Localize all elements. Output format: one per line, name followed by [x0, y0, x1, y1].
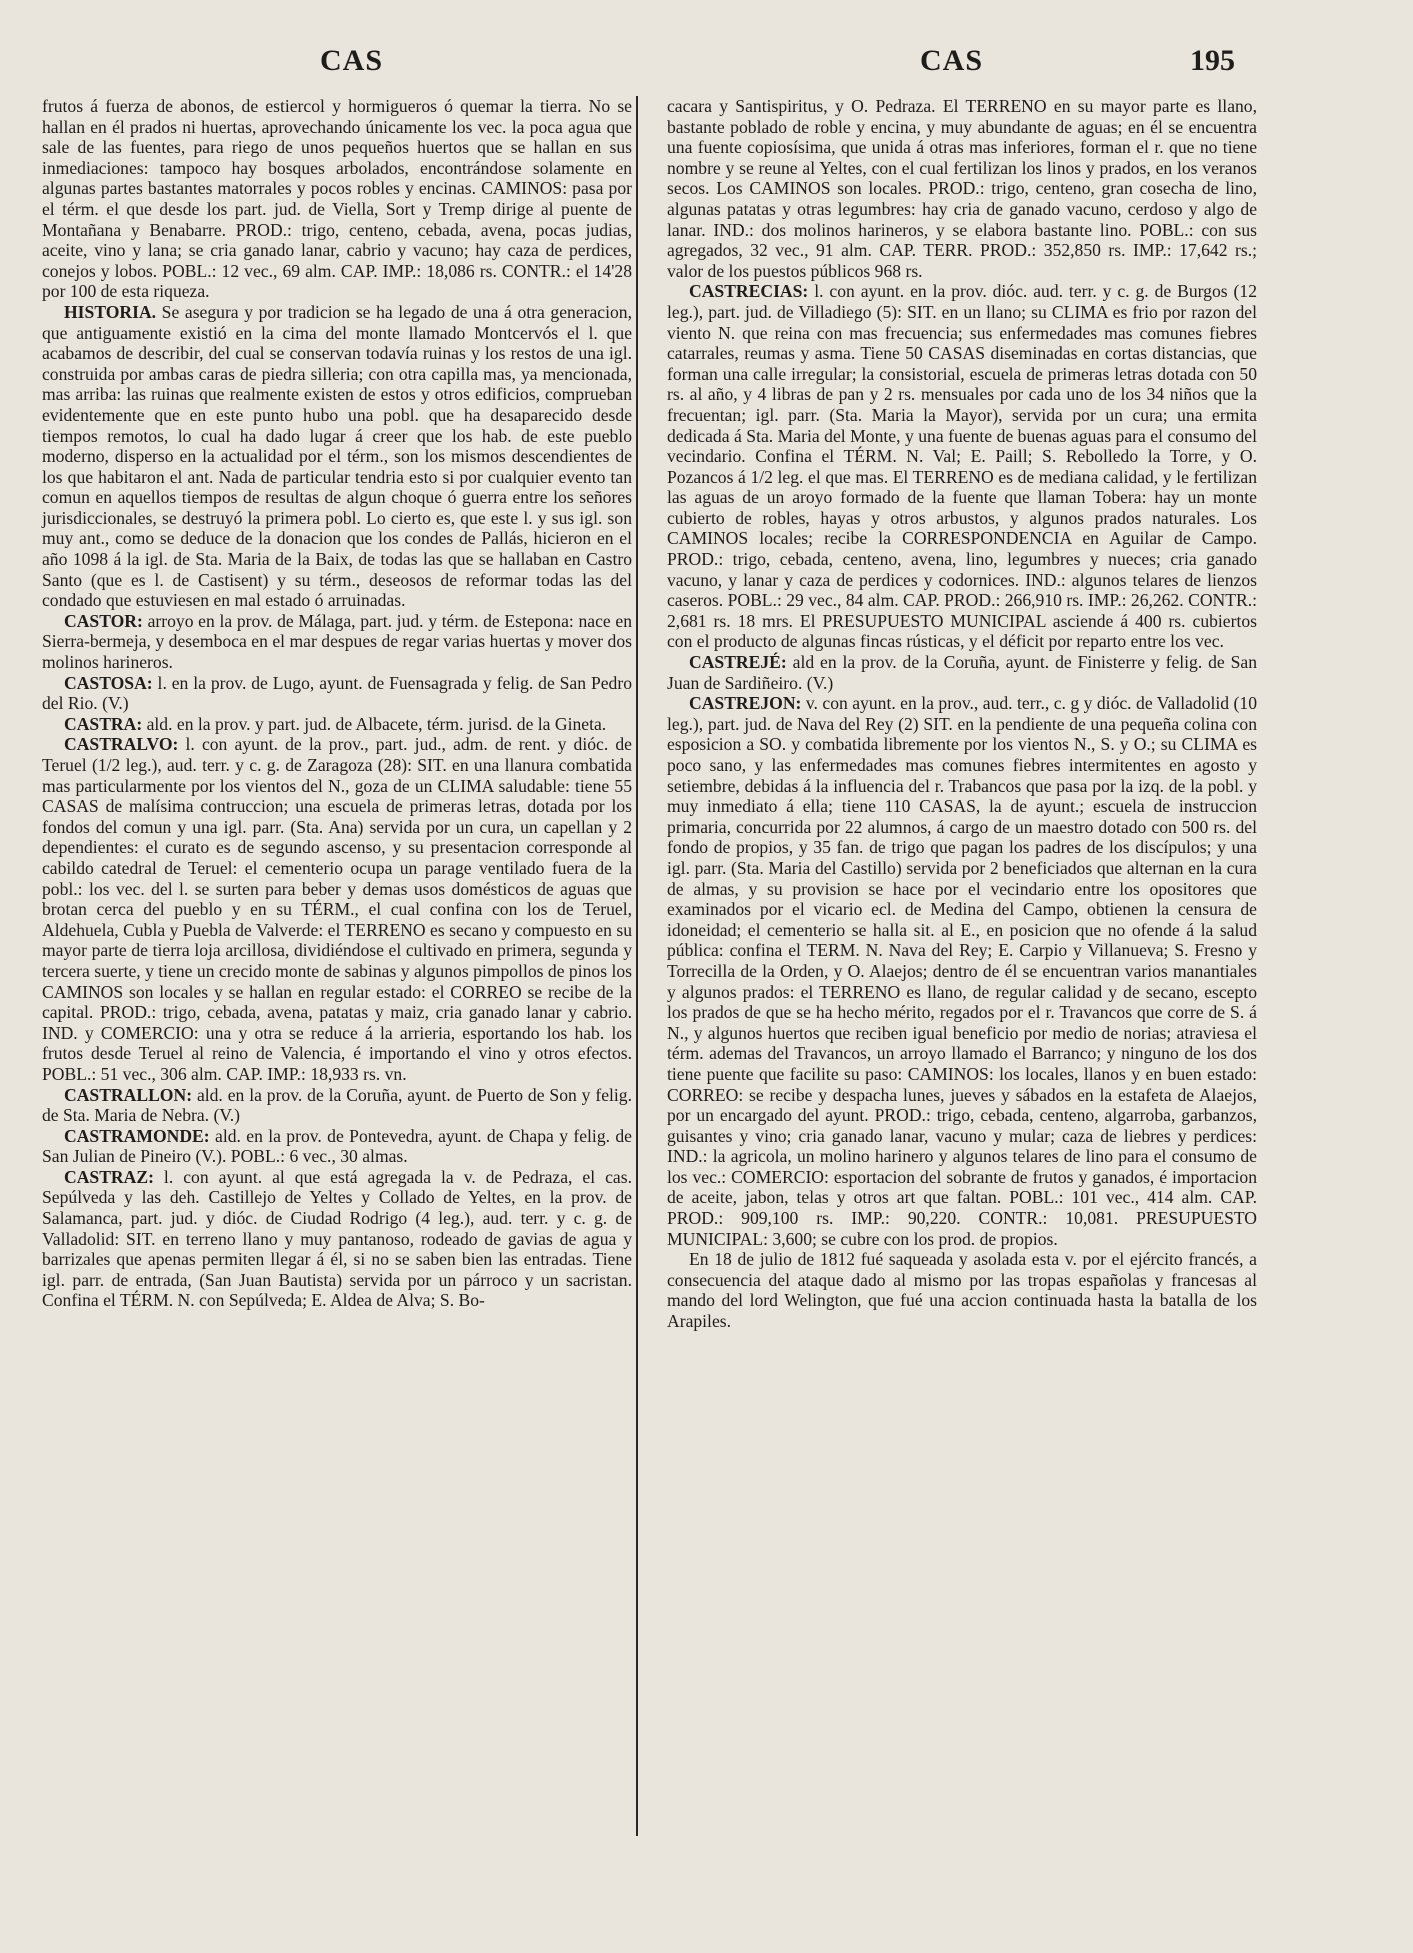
- entry-paragraph: [42, 302, 632, 611]
- left-column: [42, 96, 632, 1311]
- entry-paragraph: [42, 1085, 632, 1126]
- entry-text: frutos á fuerza de abonos, de estiercol y hormigueros ó quemar la tierra. No se hallan en él prados ni huertas, aprovechando únicamente los vec. la poca agua que sale de las fuentes, para riego de unos pequeños huertos que se hallan en sus inmediaciones: tampoco hay bosques arbolados, encontrándose solamente en algunas partes bastantes matorrales y pocos robles y encinas. CAMINOS: pasa por el térm. el que desde los part. jud. de Viella, Sort y Tremp dirige al puente de Montañana y Benabarre. PROD.: trigo, centeno, cebada, avena, pocas judias, aceite, vino y lana; se cria ganado lanar, cabrio y vacuno; hay caza de perdices, conejos y lobos. POBL.: 12 vec., 69 alm. CAP. IMP.: 18,086 rs. CONTR.: el 14'28 por 100 de esta riqueza.: [42, 96, 632, 302]
- entry-paragraph: [42, 714, 632, 735]
- entry-paragraph: [667, 693, 1257, 1249]
- entry-paragraph: [667, 96, 1257, 281]
- column-divider: [636, 96, 638, 1836]
- entry-headword: CASTRECIAS:: [689, 281, 809, 302]
- entry-headword: CASTREJON:: [689, 693, 802, 714]
- entry-text: ald. en la prov. y part. jud. de Albacete, térm. jurisd. de la Gineta.: [142, 713, 607, 734]
- entry-paragraph: [42, 96, 632, 302]
- entry-text: l. con ayunt. en la prov. dióc. aud. terr. y c. g. de Burgos (12 leg.), part. jud. de Villadiego (5): SIT. en un llano; su CLIMA es frio por razon del viento N. que reina con mas frecuencia; sus enfermedades mas comunes fiebres catarrales, reumas y asma. Tiene 50 CASAS diseminadas en cortas distancias, que forman una calle irregular; la consistorial, escuela de primeras letras dotada con 50 rs. al año, y 4 libras de pan y 2 rs. mensuales por cada uno de los 34 niños que la frecuentan; igl. parr. (Sta. Maria la Mayor), servida por un cura; una ermita dedicada á Sta. Maria del Monte, y una fuente de buenas aguas para el consumo del vecindario. Confina el TÉRM. N. Val; E. Paill; S. Rebolledo la Torre, y O. Pozancos á 1/2 leg. el que mas. El TERRENO es de mediana calidad, y le fertilizan las aguas de un aroyo formado de la fuente que llaman Tobera: hay un monte cubierto de robles, hayas y otros arbustos, y algunos prados naturales. Los CAMINOS locales; recibe la CORRESPONDENCIA en Aguilar de Campo. PROD.: trigo, cebada, centeno, avena, lino, legumbres y nueces; cria ganado vacuno, y lanar y caza de perdices y codornices. IND.: algunos telares de lienzos caseros. POBL.: 29 vec., 84 alm. CAP. PROD.: 266,910 rs. IMP.: 26,262. CONTR.: 2,681 rs. 18 mrs. El PRESUPUESTO MUNICIPAL asciende á 400 rs. cubiertos con el producto de algunas fincas rústicas, y el déficit por reparto entre los vec.: [667, 281, 1257, 652]
- entry-headword: CASTRA:: [64, 713, 143, 734]
- entry-text: ald. en la prov. de la Coruña, ayunt. de Puerto de Son y felig. de Sta. Maria de Nebra. (V.): [42, 1084, 632, 1126]
- entry-paragraph: [42, 734, 632, 1084]
- entry-paragraph: [42, 611, 632, 673]
- entry-paragraph: [667, 281, 1257, 652]
- entry-text: Se asegura y por tradicion se ha legado de una á otra generacion, que antiguamente existió en la cima del monte llamado Montcervós el l. que acabamos de describir, del cual se conservan todavía ruinas y los restos de una igl. construida por ambas caras de piedra silleria; con otra capilla mas, ya mencionada, mas arriba: las ruinas que realmente existen de estos y otros edificios, comprueban evidentemente que en este punto hubo una pobl. que ha desaparecido desde tiempos remotos, lo cual ha dado lugar á creer que los hab. de este pueblo moderno, disperso en la actualidad por el térm., son los mismos descendientes de los que habitaron el ant. Nada de particular tendria esto si por cualquier evento tan comun en aquellos tiempos de resultas de algun choque ó guerra entre los señores jurisdiccionales, se destruyó la primera pobl. Lo cierto es, que este l. y sus igl. son muy ant., como se deduce de la donacion que los condes de Pallás, hicieron en el año 1098 á la igl. de Sta. Maria de la Baix, de todas las que se hallaban en Castro Santo (que es l. de Castisent) y su térm., deseosos de reformar todas las del condado que estuviesen en mal estado ó arruinadas.: [42, 301, 632, 611]
- entry-text: En 18 de julio de 1812 fué saqueada y asolada esta v. por el ejército francés, a consecuencia del ataque dado al mismo por las tropas españolas y francesas al mando del lord Welington, que fué una accion continuada hasta la batalla de los Arapiles.: [667, 1249, 1257, 1332]
- entry-headword: CASTRALLON:: [64, 1084, 193, 1105]
- entry-headword: CASTOR:: [64, 610, 143, 631]
- entry-headword: CASTRAMONDE:: [64, 1125, 210, 1146]
- page-number: 195: [1190, 44, 1235, 77]
- entry-paragraph: [667, 652, 1257, 693]
- entry-paragraph: [42, 1126, 632, 1167]
- left-running-head: CAS: [320, 44, 384, 77]
- entry-paragraph: [667, 1249, 1257, 1331]
- entry-text: ald en la prov. de la Coruña, ayunt. de Finisterre y felig. de San Juan de Sardiñeiro. (V.): [667, 652, 1257, 693]
- entry-headword: CASTREJÉ:: [689, 652, 787, 673]
- entry-text: l. con ayunt. de la prov., part. jud., adm. de rent. y dióc. de Teruel (1/2 leg.), aud. terr. y c. g. de Zaragoza (28): SIT. en una llanura combatida mas particularmente por los vientos del N., goza de un CLIMA saludable: tiene 55 CASAS de malísima contruccion; una escuela de primeras letras, dotada por los fondos del comun y una igl. parr. (Sta. Ana) servida por un cura, un capellan y 2 dependientes: el curato es de segundo ascenso, y su presentacion corresponde al cabildo catedral de Teruel: el cementerio ocupa un parage ventilado fuera de la pobl.: los vec. del l. se surten para beber y demas usos domésticos de aguas que brotan cerca del pueblo y en su TÉRM., el cual confina con los de Teruel, Aldehuela, Cubla y Puebla de Valverde: el TERRENO es secano y compuesto en su mayor parte de tierra loja arcillosa, dividiéndose el cultivado en primera, segunda y tercera suerte, y tiene un crecido monte de sabinas y algunos pimpollos de pinos los CAMINOS son locales y se hallan en regular estado: el CORREO se recibe de la capital. PROD.: trigo, cebada, avena, patatas y maiz, cria ganado lanar y cabrio. IND. y COMERCIO: una y otra se reduce á la arrieria, esportando los hab. los frutos desde Teruel al reino de Valencia, é importando el vino y otros efectos. POBL.: 51 vec., 306 alm. CAP. IMP.: 18,933 rs. vn.: [42, 734, 632, 1084]
- entry-headword: CASTRALVO:: [64, 734, 179, 755]
- entry-text: ald. en la prov. de Pontevedra, ayunt. de Chapa y felig. de San Julian de Pineiro (V.). POBL.: 6 vec., 30 almas.: [42, 1125, 632, 1167]
- right-column: [667, 96, 1257, 1332]
- entry-headword: CASTRAZ:: [64, 1166, 154, 1187]
- entry-headword: HISTORIA.: [64, 301, 157, 322]
- entry-paragraph: [42, 1167, 632, 1311]
- right-running-head: CAS: [920, 44, 984, 77]
- entry-text: l. en la prov. de Lugo, ayunt. de Fuensagrada y felig. de San Pedro del Rio. (V.): [42, 672, 632, 714]
- entry-headword: CASTOSA:: [64, 672, 153, 693]
- entry-text: arroyo en la prov. de Málaga, part. jud. y térm. de Estepona: nace en Sierra-bermeja, y desemboca en el mar despues de regar varias huertas y mover dos molinos harineros.: [42, 610, 632, 673]
- running-header: [0, 44, 1413, 94]
- entry-text: cacara y Santispiritus, y O. Pedraza. El TERRENO en su mayor parte es llano, bastante poblado de roble y encina, y muy abundante de aguas; en él se encuentra una fuente copiosísima, que unida á otras mas inferiores, forman el r. que no tiene nombre y se reune al Yeltes, con el cual fertilizan los linos y prados, en los veranos secos. Los CAMINOS son locales. PROD.: trigo, centeno, gran cosecha de lino, algunas patatas y otras legumbres: hay cria de ganado vacuno, cerdoso y algo de lanar. IND.: dos molinos harineros, y se elabora bastante lino. POBL.: con sus agregados, 32 vec., 91 alm. CAP. TERR. PROD.: 352,850 rs. IMP.: 17,642 rs.; valor de los puestos públicos 968 rs.: [667, 96, 1257, 281]
- entry-text: l. con ayunt. al que está agregada la v. de Pedraza, el cas. Sepúlveda y las deh. Castillejo de Yeltes y Collado de Yeltes, en la prov. de Salamanca, part. jud. y dióc. de Ciudad Rodrigo (4 leg.), aud. terr. y c. g. de Valladolid: SIT. en terreno llano y muy pantanoso, rodeado de gavias de agua y barrizales que apenas permiten llegar á él, si no se saben bien las entradas. Tiene igl. parr. de entrada, (San Juan Bautista) servida por un párroco y un sacristan. Confina el TÉRM. N. con Sepúlveda; E. Aldea de Alva; S. Bo-: [42, 1166, 632, 1311]
- entry-text: v. con ayunt. en la prov., aud. terr., c. g y dióc. de Valladolid (10 leg.), part. jud. de Nava del Rey (2) SIT. en la pendiente de una pequeña colina con esposicion a SO. y combatida libremente por los vientos N., S. y O.; su CLIMA es poco sano, y las enfermedades mas comunes fiebres intermitentes en agosto y setiembre, debidas á la influencia del r. Trabancos que pasa por la izq. de la pobl. y muy inmediato á ella; tiene 110 CASAS, la de ayunt.; escuela de instruccion primaria, concurrida por 22 alumnos, á cargo de un maestro dotado con 500 rs. del fondo de propios, y 35 fan. de trigo que pagan los padres de los discípulos; y una igl. parr. (Sta. Maria del Castillo) servida por 2 beneficiados que alternan en la cura de almas, y su provision se hace por el vecindario entre los opositores que examinados por el vicario ecl. de Medina del Campo, obtienen la censura de idoneidad; el cementerio se halla sit. al E., en posicion que no ofende á la salud pública: confina el TERM. N. Nava del Rey; E. Carpio y Villanueva; S. Fresno y Torrecilla de la Orden, y O. Alaejos; dentro de él se encuentran varios manantiales y algunos prados: el TERRENO es llano, de regular calidad y de secano, escepto los prados de que se ha hecho mérito, regados por el r. Travancos que corre de S. á N., y algunos huertos que reciben igual beneficio por medio de norias; atraviesa el térm. ademas del Travancos, un arroyo llamado el Barranco; y ninguno de los dos tiene puente que facilite su paso: CAMINOS: los locales, llanos y en buen estado: CORREO: se recibe y despacha lunes, jueves y sábados en la estafeta de Alaejos, por un encargado del ayunt. PROD.: trigo, cebada, centeno, algarroba, garbanzos, guisantes y vino; cria ganado lanar, vacuno y mular; caza de liebres y perdices: IND.: la agricola, un molino harinero y algunos telares de lino para el consumo de los vec.: COMERCIO: esportacion del sobrante de frutos y ganados, é importacion de aceite, jabon, telas y otros art que faltan. POBL.: 101 vec., 414 alm. CAP. PROD.: 909,100 rs. IMP.: 90,220. CONTR.: 10,081. PRESUPUESTO MUNICIPAL: 3,600; se cubre con los prod. de propios.: [667, 693, 1257, 1249]
- entry-paragraph: [42, 673, 632, 714]
